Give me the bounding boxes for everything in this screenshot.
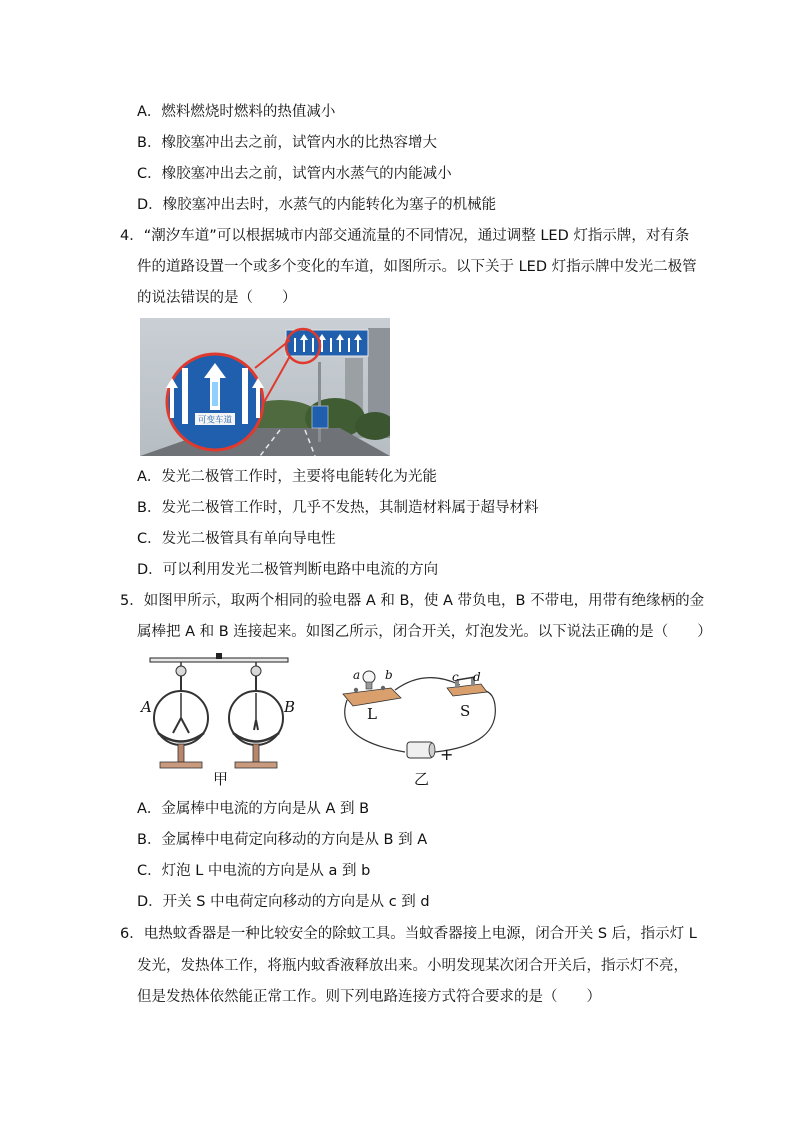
label-a: A (141, 698, 152, 716)
q3-option-b: B．橡胶塞冲出去之前，试管内水的比热容增大 (137, 135, 437, 151)
label-b: B (284, 698, 296, 716)
tidal-lane-photo (140, 318, 390, 456)
label-d-terminal: d (473, 670, 481, 684)
lamp-icon (363, 671, 375, 689)
label-lamp: L (367, 705, 377, 723)
q5-stem-line1: 5．如图甲所示，取两个相同的验电器 A 和 B，使 A 带负电，B 不带电，用带有绝缘柄的金 (120, 593, 705, 609)
sign-label: 可变车道 (197, 415, 233, 426)
electroscope-b (229, 662, 283, 768)
q3-option-a: A．燃料燃烧时燃料的热值减小 (137, 104, 336, 120)
q5-option-c: C．灯泡 L 中电流的方向是从 a 到 b (137, 863, 371, 879)
q6-stem-line1: 6．电热蚊香器是一种比较安全的除蚊工具。当蚊香器接上电源，闭合开关 S 后，指示灯 L (120, 926, 697, 942)
q5-stem-line2: 属棒把 A 和 B 连接起来。如图乙所示，闭合开关，灯泡发光。以下说法正确的是（ ） (137, 624, 712, 640)
electroscope-a (154, 662, 208, 768)
q4-stem-line2: 件的道路设置一个或多个变化的车道，如图所示。以下关于 LED 灯指示牌中发光二极管 (137, 259, 697, 275)
q6-stem-line3: 但是发热体依然能正常工作。则下列电路连接方式符合要求的是（ ） (137, 989, 601, 1005)
label-c-terminal: c (452, 670, 459, 684)
q4-option-d: D．可以利用发光二极管判断电路中电流的方向 (137, 562, 439, 578)
q4-option-a: A．发光二极管工作时，主要将电能转化为光能 (137, 469, 437, 485)
q3-option-d: D．橡胶塞冲出去时，水蒸气的内能转化为塞子的机械能 (137, 197, 497, 213)
label-plus: + (440, 745, 454, 764)
q4-stem-line3: 的说法错误的是（ ） (137, 290, 297, 306)
electroscope-figure (138, 648, 298, 788)
q6-stem-line2: 发光，发热体工作，将瓶内蚊香液释放出来。小明发现某次闭合开关后，指示灯不亮， (137, 958, 688, 974)
q5-option-d: D．开关 S 中电荷定向移动的方向是从 c 到 d (137, 894, 430, 910)
label-a-terminal: a (353, 668, 361, 682)
label-b-terminal: b (385, 668, 393, 682)
q5-option-b: B．金属棒中电荷定向移动的方向是从 B 到 A (137, 832, 428, 848)
label-switch: S (460, 702, 471, 720)
caption-jia: 甲 (213, 770, 229, 788)
battery-icon (407, 742, 435, 758)
q4-option-b: B．发光二极管工作时，几乎不发热，其制造材料属于超导材料 (137, 500, 539, 516)
q3-option-c: C．橡胶塞冲出去之前，试管内水蒸气的内能减小 (137, 166, 452, 182)
q4-stem-line1: 4．“潮汐车道”可以根据城市内部交通流量的不同情况，通过调整 LED 灯指示牌，对有条 (120, 228, 690, 244)
q5-option-a: A．金属棒中电流的方向是从 A 到 B (137, 801, 370, 817)
q4-option-c: C．发光二极管具有单向导电性 (137, 531, 336, 547)
caption-yi: 乙 (414, 770, 430, 788)
